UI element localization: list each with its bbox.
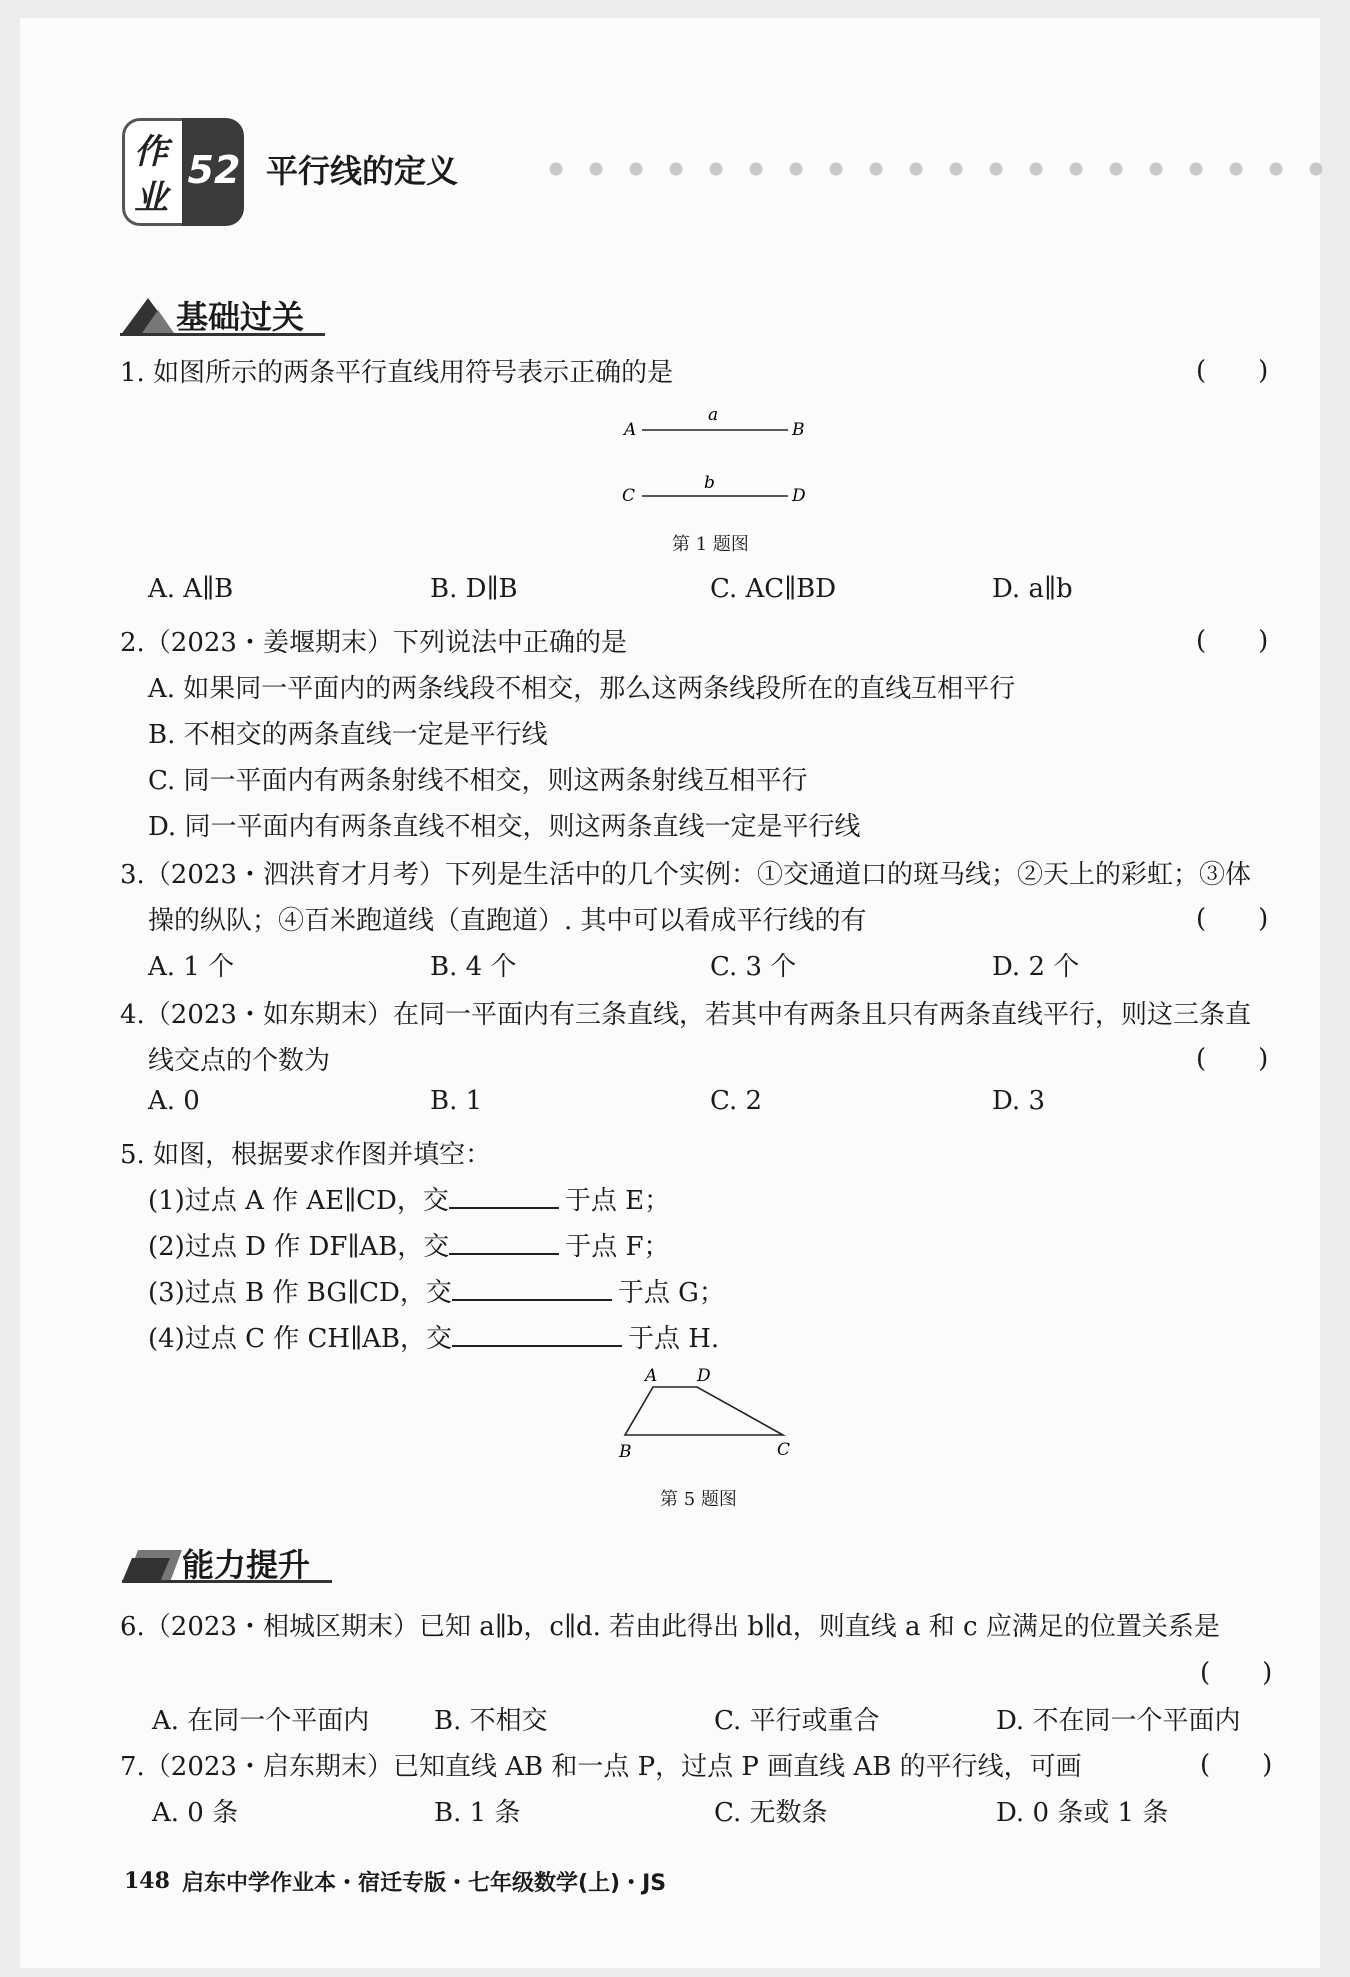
q1-stem: 1. 如图所示的两条平行直线用符号表示正确的是 [120,358,674,388]
q7-stem: 7.（2023・启东期末）已知直线 AB 和一点 P，过点 P 画直线 AB 的平行线，可画 [120,1752,1082,1782]
q5-item-3-post: 于点 G； [617,1278,725,1308]
q5-blank-1[interactable] [449,1183,559,1209]
title-dot-leader [536,162,1326,176]
q4-option-d: D. 3 [992,1086,1045,1116]
q5-label-B: B [619,1442,632,1462]
badge-char-1: 作 [134,132,168,172]
q1-label-a: a [708,405,719,425]
q1-label-D: D [792,486,806,506]
q6-stem: 6.（2023・相城区期末）已知 a∥b，c∥d. 若由此得出 b∥d，则直线 a 和 c 应满足的位置关系是 [120,1612,1220,1642]
q3-stem-line-1: 3.（2023・泗洪育才月考）下列是生活中的几个实例：①交通道口的斑马线；②天上的彩虹；③体 [120,860,1251,890]
q7-option-c: C. 无数条 [714,1798,828,1828]
q1-option-c: C. AC∥BD [710,574,837,604]
q1-option-b: B. D∥B [430,574,518,604]
q1-figure [600,400,820,515]
q6-answer-paren: ( ) [1200,1658,1273,1688]
q6-option-a: A. 在同一个平面内 [152,1706,370,1736]
q5-item-4-pre: (4)过点 C 作 CH∥AB，交 [148,1324,452,1354]
q4-option-b: B. 1 [430,1086,483,1116]
q1-answer-paren: ( ) [1196,356,1269,386]
q2-option-a: A. 如果同一平面内的两条线段不相交，那么这两条线段所在的直线互相平行 [148,674,1016,704]
q5-item-2 [148,1226,670,1263]
q4-answer-paren: ( ) [1196,1044,1269,1074]
q7-answer-paren: ( ) [1200,1750,1273,1780]
q5-item-1 [148,1180,670,1217]
q3-option-b: B. 4 个 [430,952,517,982]
q2-option-d: D. 同一平面内有两条直线不相交，则这两条直线一定是平行线 [148,812,861,842]
q5-item-1-post: 于点 E； [564,1186,671,1216]
badge-char-2: 业 [134,178,168,218]
q1-label-b: b [704,473,715,493]
q7-option-b: B. 1 条 [434,1798,521,1828]
q1-label-C: C [622,486,636,506]
section-advanced-title: 能力提升 [182,1546,311,1584]
footer-book-title: 启东中学作业本・宿迁专版・七年级数学(上)・JS [182,1871,667,1896]
q3-answer-paren: ( ) [1196,904,1269,934]
q5-label-C: C [777,1440,791,1460]
q5-item-2-pre: (2)过点 D 作 DF∥AB，交 [148,1232,450,1262]
q3-option-a: A. 1 个 [148,952,235,982]
q6-option-b: B. 不相交 [434,1706,548,1736]
q5-blank-2[interactable] [449,1229,559,1255]
q4-stem-line-2: 线交点的个数为 [148,1046,331,1076]
q5-blank-4[interactable] [452,1321,622,1347]
q3-stem-line-2: 操的纵队；④百米跑道线（直跑道）. 其中可以看成平行线的有 [148,906,867,936]
q2-option-b: B. 不相交的两条直线一定是平行线 [148,720,548,750]
q4-option-a: A. 0 [148,1086,200,1116]
q1-option-a: A. A∥B [148,574,234,604]
q6-option-c: C. 平行或重合 [714,1706,880,1736]
q5-label-D: D [697,1366,711,1386]
q2-answer-paren: ( ) [1196,626,1269,656]
q3-option-c: C. 3 个 [710,952,797,982]
q5-blank-3[interactable] [452,1275,612,1301]
q2-option-c: C. 同一平面内有两条射线不相交，则这两条射线互相平行 [148,766,808,796]
section-basic-title: 基础过关 [176,298,305,336]
q5-item-4-post: 于点 H. [627,1324,720,1354]
q5-item-1-pre: (1)过点 A 作 AE∥CD，交 [148,1186,449,1216]
q4-option-c: C. 2 [710,1086,763,1116]
page-title: 平行线的定义 [266,152,459,190]
q3-option-d: D. 2 个 [992,952,1080,982]
q5-item-3 [148,1272,725,1309]
q1-figure-caption: 第 1 题图 [672,534,749,555]
q1-label-B: B [792,420,805,440]
badge-number: 52 [187,148,241,192]
q5-item-2-post: 于点 F； [565,1232,670,1262]
q7-option-d: D. 0 条或 1 条 [996,1798,1169,1828]
q6-option-d: D. 不在同一个平面内 [996,1706,1241,1736]
footer-page-number: 148 [124,1868,170,1894]
homework-badge [122,118,244,226]
q5-label-A: A [645,1366,658,1386]
q1-label-A: A [624,420,637,440]
q5-item-4 [148,1318,719,1355]
q5-item-3-pre: (3)过点 B 作 BG∥CD，交 [148,1278,452,1308]
q5-stem: 5. 如图，根据要求作图并填空： [120,1140,492,1170]
q1-option-d: D. a∥b [992,574,1073,604]
q5-figure-caption: 第 5 题图 [660,1489,737,1510]
q2-stem: 2.（2023・姜堰期末）下列说法中正确的是 [120,628,627,658]
q5-trapezoid-figure [605,1365,815,1465]
q7-option-a: A. 0 条 [152,1798,239,1828]
q4-stem-line-1: 4.（2023・如东期末）在同一平面内有三条直线，若其中有两条且只有两条直线平行，则这三条直 [120,1000,1251,1030]
